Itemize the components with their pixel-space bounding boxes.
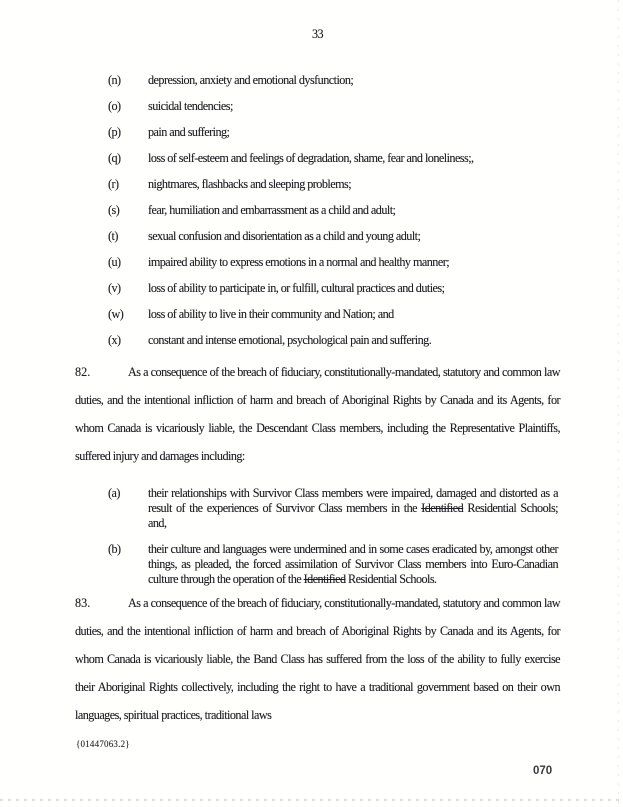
page-number: 33	[311, 27, 324, 41]
list-item	[75, 98, 560, 114]
list-item-text: constant and intense emotional, psychological pain and suffering.	[148, 333, 432, 347]
sub-item-a-text-before: their relationships with Survivor Class members were impaired, damaged and distorted as a result of the experiences of Survivor Class members in the	[148, 486, 558, 515]
list-item-text: suicidal tendencies;	[148, 99, 233, 113]
list-item-text: loss of ability to participate in, or fulfill, cultural practices and duties;	[148, 281, 445, 295]
damages-list	[75, 72, 560, 348]
paragraph-82-text: As a consequence of the breach of fiduciary, constitutionally-mandated, statutory and common law duties, and the intentional infliction of harm and breach of Aboriginal Rights by Canada and its Agents, for whom Canada is vicariously liable, the Descendant Class members, including the Representative Plaintiffs, suffered injury and damages including:	[75, 365, 560, 463]
list-item-text: sexual confusion and disorientation as a child and young adult;	[148, 229, 421, 243]
list-item	[75, 280, 560, 296]
sub-item-a-text	[148, 486, 558, 531]
list-item	[75, 306, 560, 322]
list-item-label: (w)	[108, 307, 124, 321]
sub-item-a-text-after: Residential Schools; and,	[148, 501, 558, 530]
sub-item-a	[108, 486, 560, 531]
list-item-label: (t)	[108, 229, 118, 243]
sub-item-b-struck-word: Identified	[303, 572, 346, 586]
sub-item-b-text-before: their culture and languages were undermined and in some cases eradicated by, amongst other things, as pleaded, the forced assimilation of Survivor Class members into Euro-Canadian culture through the operation of the	[148, 542, 558, 586]
list-item-text: impaired ability to express emotions in a normal and healthy manner;	[148, 255, 450, 269]
list-item-text: pain and suffering;	[148, 125, 230, 139]
list-item-label: (v)	[108, 281, 121, 295]
page-content	[75, 26, 560, 729]
list-item	[75, 150, 560, 166]
sub-item-a-label: (a)	[108, 486, 120, 500]
list-item-label: (n)	[108, 73, 121, 87]
list-item-label: (o)	[108, 99, 121, 113]
list-item-text: depression, anxiety and emotional dysfunction;	[148, 73, 354, 87]
scan-artifact-bottom-edge	[0, 799, 623, 801]
paragraph-82-number: 82.	[75, 365, 91, 379]
list-item-label: (s)	[108, 203, 120, 217]
list-item-label: (x)	[108, 333, 121, 347]
sub-item-b-text	[148, 542, 558, 587]
sub-item-a-struck-word: Identified	[421, 501, 464, 515]
scan-artifact-right-edge	[618, 0, 619, 807]
list-item-label: (u)	[108, 255, 121, 269]
list-item	[75, 176, 560, 192]
list-item	[75, 202, 560, 218]
paragraph-83-number: 83.	[75, 596, 91, 610]
list-item	[75, 124, 560, 140]
bates-number-stamp: 070	[533, 765, 553, 777]
list-item	[75, 228, 560, 244]
sub-item-b	[108, 542, 560, 587]
list-item-text: loss of self-esteem and feelings of degradation, shame, fear and loneliness;,	[148, 151, 474, 165]
list-item-text: loss of ability to live in their community and Nation; and	[148, 307, 394, 321]
list-item-label: (q)	[108, 151, 121, 165]
paragraph-83-text: As a consequence of the breach of fiduciary, constitutionally-mandated, statutory and common law duties, and the intentional infliction of harm and breach of Aboriginal Rights by Canada and its Agents, for whom Canada is vicariously liable, the Band Class has suffered from the loss of the ability to fully exercise their Aboriginal Rights collectively, including the right to have a traditional government based on their own languages, spiritual practices, traditional laws	[75, 596, 560, 722]
list-item	[75, 332, 560, 348]
list-item-text: nightmares, flashbacks and sleeping problems;	[148, 177, 352, 191]
document-id-stamp: {01447063.2}	[76, 739, 130, 749]
list-item	[75, 254, 560, 270]
sub-item-b-text-after: Residential Schools.	[345, 572, 437, 586]
list-item-text: fear, humiliation and embarrassment as a child and adult;	[148, 203, 396, 217]
list-item	[75, 72, 560, 88]
list-item-label: (r)	[108, 177, 119, 191]
paragraph-83	[75, 589, 560, 729]
list-item-label: (p)	[108, 125, 121, 139]
paragraph-82	[75, 358, 560, 470]
sub-item-b-label: (b)	[108, 542, 121, 556]
